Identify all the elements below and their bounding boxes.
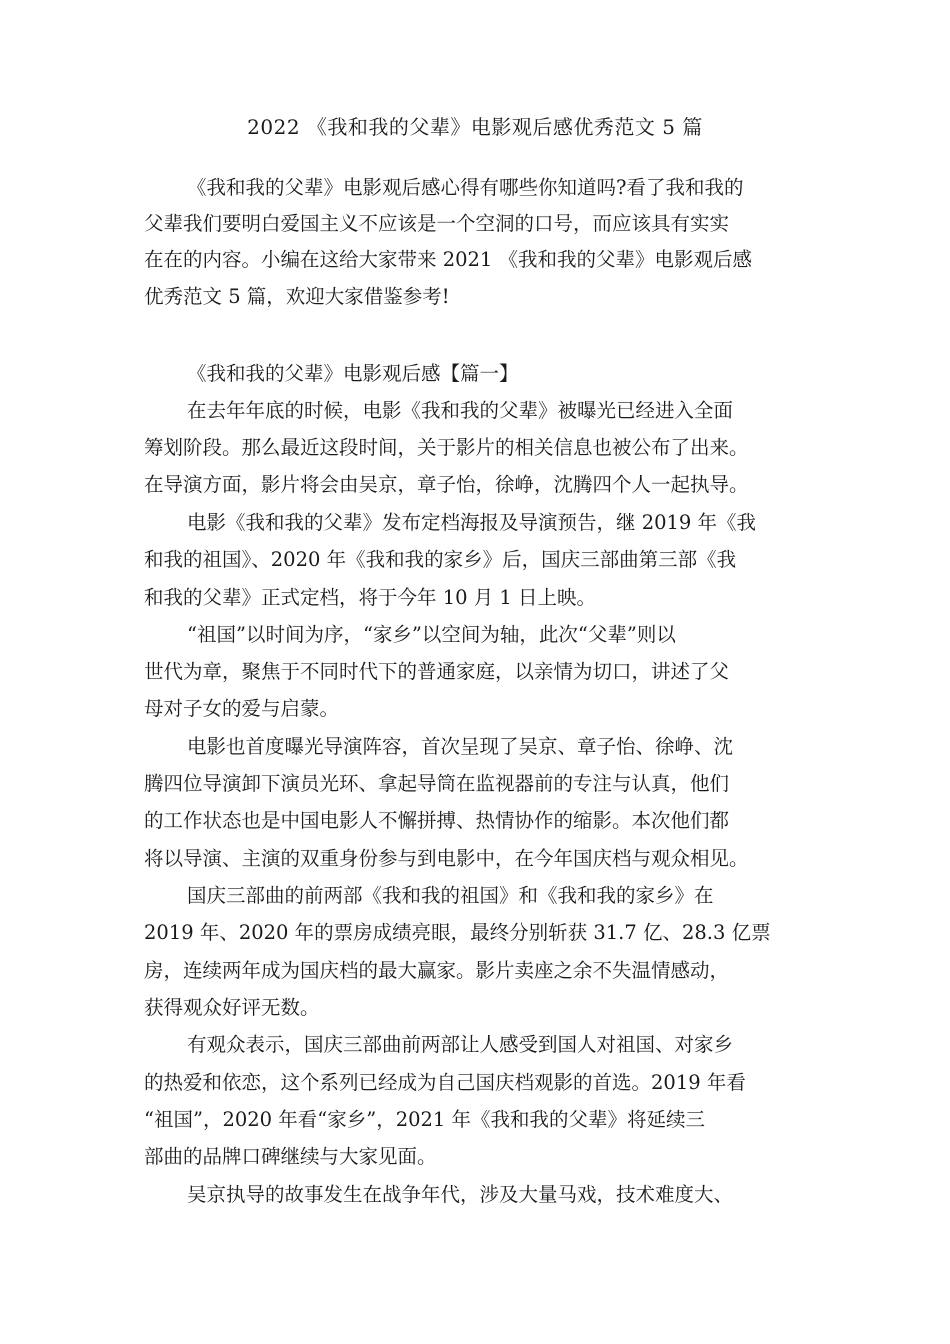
text-line: 房，连续两年成为国庆档的最大赢家。影片卖座之余不失温情感动，	[144, 959, 730, 982]
text-line: 腾四位导演卸下演员光环、拿起导筒在监视器前的专注与认真，他们	[144, 772, 730, 795]
text-line: 在在的内容。小编在这给大家带来 2021 《我和我的父辈》电影观后感	[144, 248, 753, 271]
text-line: 优秀范文 5 篇，欢迎大家借鉴参考!	[144, 285, 450, 308]
text-line: 的工作状态也是中国电影人不懈拼搏、热情协作的缩影。本次他们都	[144, 809, 730, 832]
text-line: 国庆三部曲的前两部《我和我的祖国》和《我和我的家乡》在	[187, 884, 714, 907]
text-line: 获得观众好评无数。	[144, 996, 320, 1019]
text-line: 和我的祖国》、2020 年《我和我的家乡》后，国庆三部曲第三部《我	[144, 548, 737, 571]
text-line: “祖国”以时间为序，“家乡”以空间为轴，此次“父辈”则以	[187, 623, 676, 646]
text-line: 在去年年底的时候，电影《我和我的父辈》被曝光已经进入全面	[187, 399, 734, 422]
text-line: 《我和我的父辈》电影观后感心得有哪些你知道吗?看了我和我的	[187, 176, 744, 199]
text-line: 将以导演、主演的双重身份参与到电影中，在今年国庆档与观众相见。	[144, 847, 749, 870]
text-line: 的热爱和依恋，这个系列已经成为自己国庆档观影的首选。2019 年看	[144, 1071, 746, 1094]
document-title: 2022 《我和我的父辈》电影观后感优秀范文 5 篇	[247, 115, 703, 139]
text-line: 和我的父辈》正式定档，将于今年 10 月 1 日上映。	[144, 586, 597, 609]
text-line: 世代为章，聚焦于不同时代下的普通家庭，以亲情为切口，讲述了父	[144, 660, 730, 683]
text-line: 电影也首度曝光导演阵容，首次呈现了吴京、章子怡、徐峥、沈	[187, 735, 734, 758]
text-line: 有观众表示，国庆三部曲前两部让人感受到国人对祖国、对家乡	[187, 1033, 734, 1056]
text-line: “祖国”，2020 年看“家乡”，2021 年《我和我的父辈》将延续三	[144, 1108, 706, 1131]
text-line: 在导演方面，影片将会由吴京，章子怡，徐峥，沈腾四个人一起执导。	[144, 473, 749, 496]
section-heading-text: 《我和我的父辈》电影观后感【篇一】	[187, 362, 519, 385]
text-line: 父辈我们要明白爱国主义不应该是一个空洞的口号，而应该具有实实	[144, 212, 730, 235]
text-line: 吴京执导的故事发生在战争年代，涉及大量马戏，技术难度大、	[187, 1183, 734, 1206]
text-line: 电影《我和我的父辈》发布定档海报及导演预告，继 2019 年《我	[187, 511, 757, 534]
text-line: 母对子女的爱与启蒙。	[144, 697, 340, 720]
text-line: 部曲的品牌口碑继续与大家见面。	[144, 1145, 437, 1168]
text-line: 筹划阶段。那么最近这段时间，关于影片的相关信息也被公布了出来。	[144, 436, 749, 459]
text-line: 2019 年、2020 年的票房成绩亮眼，最终分别斩获 31.7 亿、28.3 亿票	[144, 921, 771, 944]
